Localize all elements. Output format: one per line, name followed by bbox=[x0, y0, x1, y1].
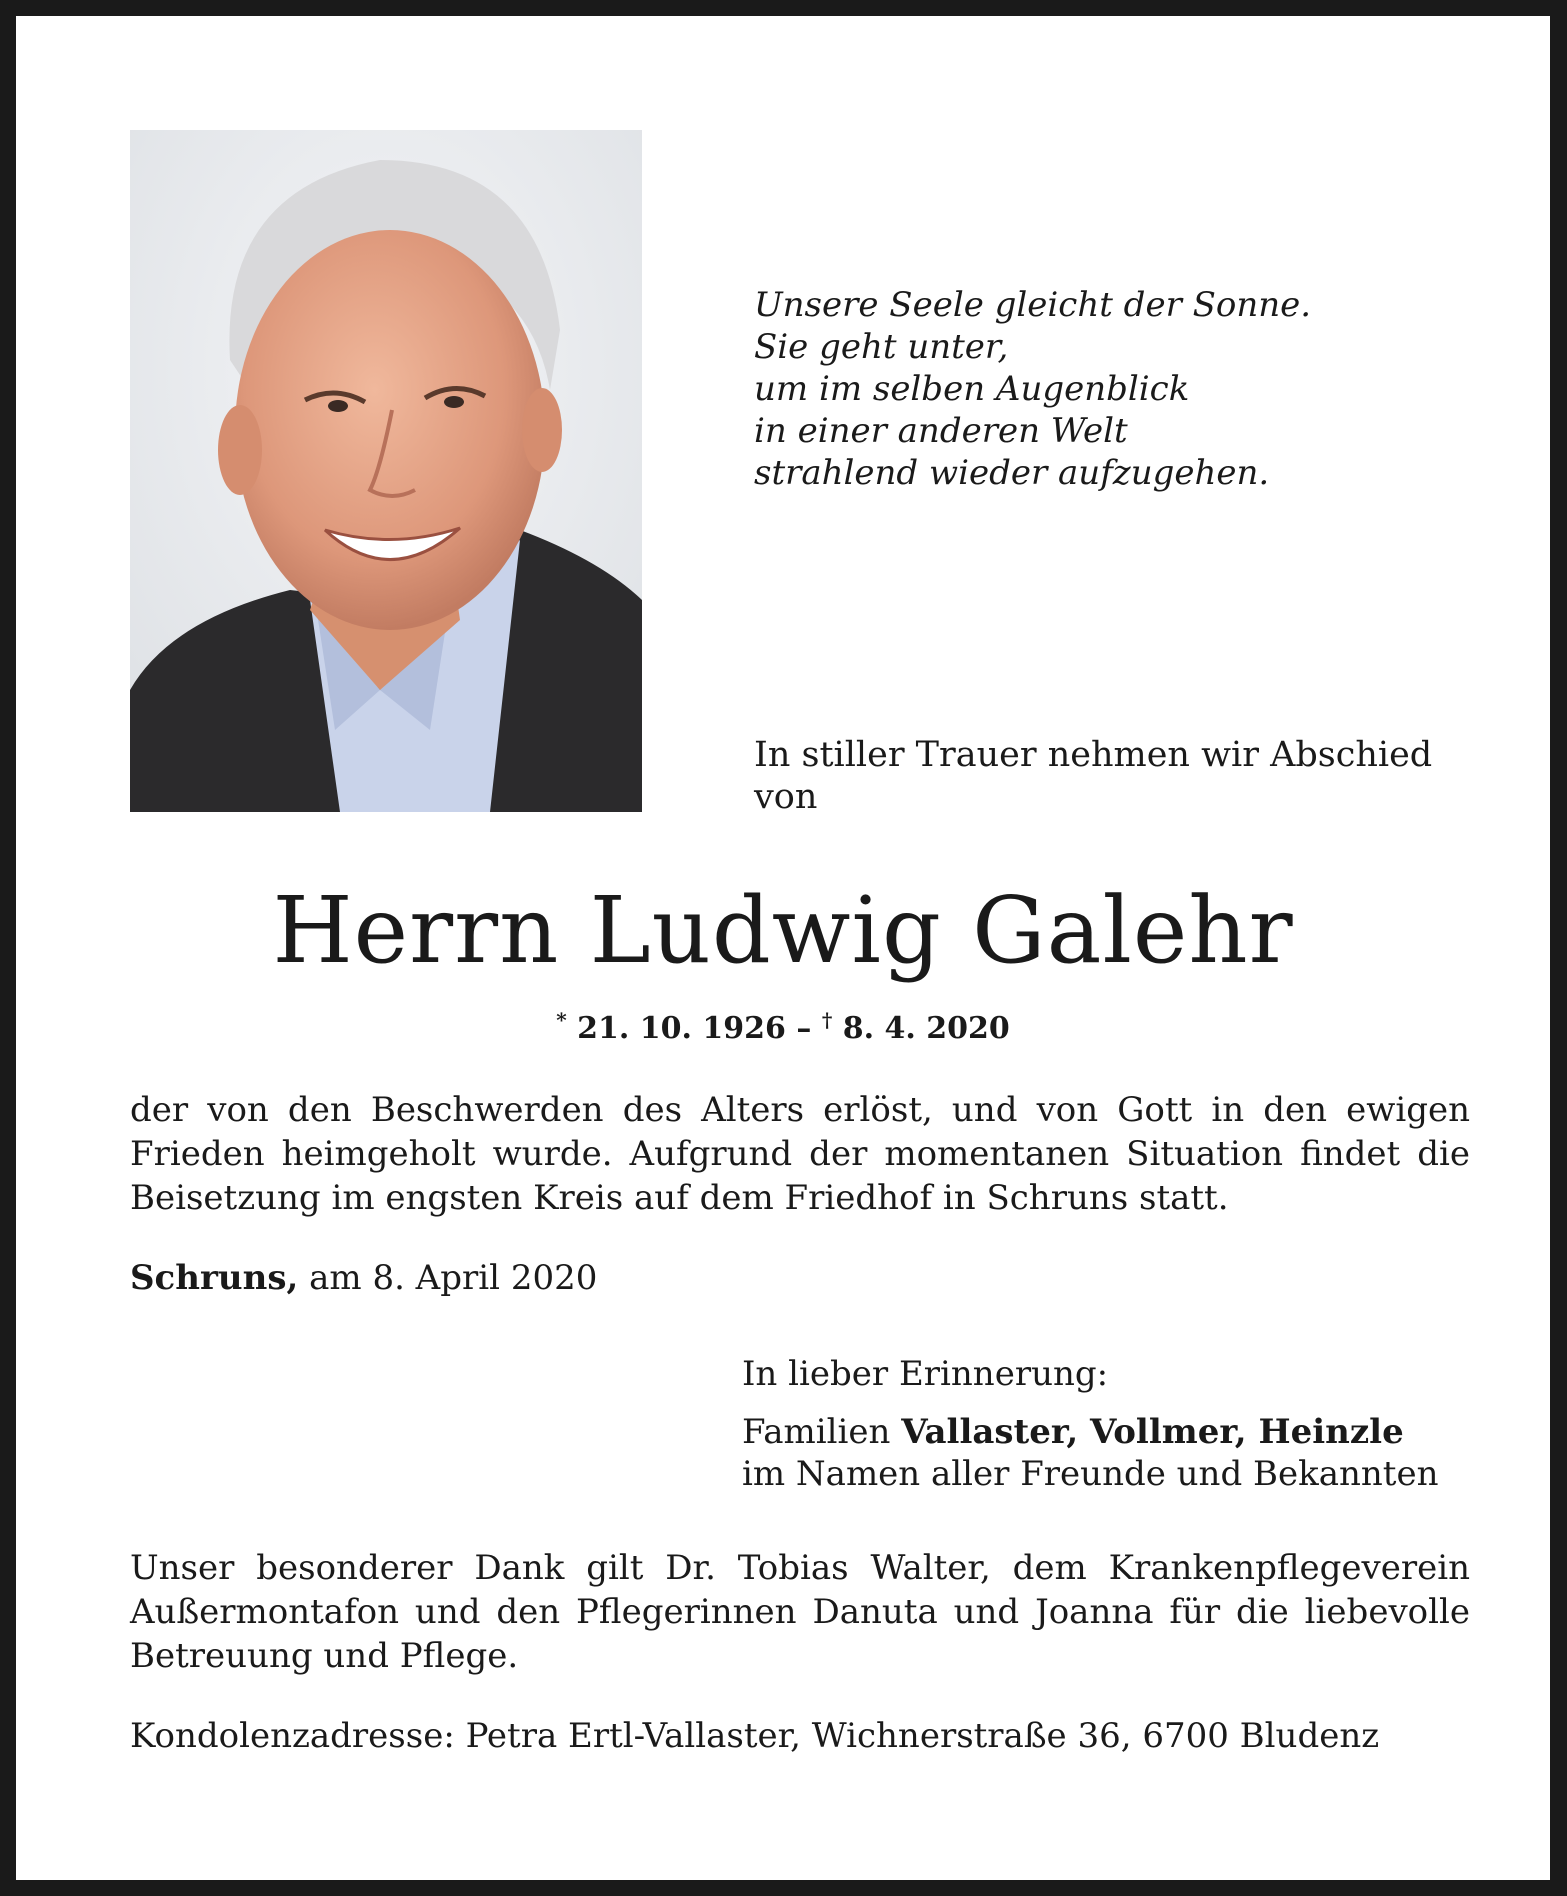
quote-line: um im selben Augenblick bbox=[754, 369, 1190, 409]
life-dates bbox=[16, 1000, 1550, 1049]
families-prefix: Familien bbox=[742, 1412, 902, 1452]
birth-date: 21. 10. 1926 bbox=[577, 1011, 786, 1046]
place-date bbox=[130, 1256, 597, 1300]
quote-line: Sie geht unter, bbox=[754, 327, 1009, 367]
intro-text: In stiller Trauer nehmen wir Abschied von bbox=[754, 735, 1433, 817]
place-date-text: am 8. April 2020 bbox=[298, 1258, 598, 1298]
thanks-text: Unser besonderer Dank gilt Dr. Tobias Walter, dem Krankenpflegeverein Außermontafon und den Pflegerinnen Danuta und Joanna für die liebevolle Betreuung und Pflege. bbox=[130, 1548, 1470, 1676]
families-line bbox=[742, 1411, 1439, 1453]
families-line-2: im Namen aller Freunde und Bekannten bbox=[742, 1454, 1439, 1494]
families-block bbox=[742, 1411, 1439, 1495]
families-names: Vallaster, Vollmer, Heinzle bbox=[901, 1412, 1404, 1452]
birth-symbol: * bbox=[556, 1008, 567, 1032]
death-date: 8. 4. 2020 bbox=[842, 1011, 1010, 1046]
body-text: der von den Beschwerden des Alters erlöst, und von Gott in den ewigen Frieden heimgeholt wurde. Aufgrund der momentanen Situation findet die Beisetzung im engsten Kreis auf dem Friedhof in Schruns statt. bbox=[130, 1090, 1470, 1218]
portrait-photo bbox=[130, 130, 642, 812]
quote-line: in einer anderen Welt bbox=[754, 411, 1128, 451]
memory-heading: In lieber Erinnerung: bbox=[742, 1354, 1109, 1394]
death-symbol: † bbox=[821, 1008, 833, 1032]
condolence-address: Kondolenzadresse: Petra Ertl-Vallaster, Wichnerstraße 36, 6700 Bludenz bbox=[130, 1716, 1380, 1756]
place-city: Schruns, bbox=[130, 1258, 299, 1298]
memorial-quote bbox=[754, 284, 1474, 494]
quote-line: Unsere Seele gleicht der Sonne. bbox=[754, 285, 1312, 325]
date-separator: – bbox=[796, 1011, 812, 1046]
quote-line: strahlend wieder aufzugehen. bbox=[754, 453, 1270, 493]
obituary-notice bbox=[16, 16, 1550, 1880]
deceased-name: Herrn Ludwig Galehr bbox=[272, 877, 1294, 984]
